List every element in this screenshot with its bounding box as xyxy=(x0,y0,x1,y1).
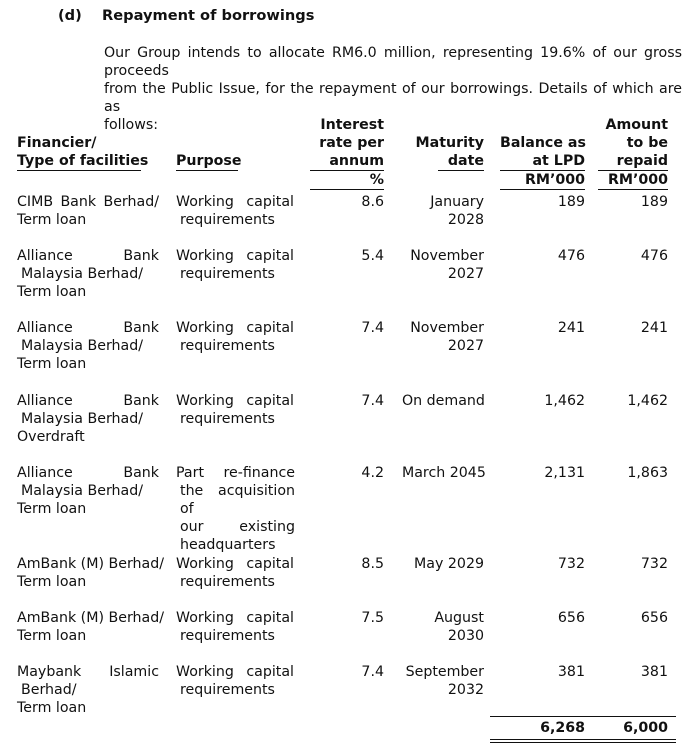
intro-line: from the Public Issue, for the repayment of our borrowings. Details of which are as xyxy=(104,81,682,115)
section-title: Repayment of borrowings xyxy=(102,7,315,24)
balance-unit: RM’000 xyxy=(500,171,585,190)
table-row-purpose: Working capital requirements xyxy=(176,320,294,354)
section-heading xyxy=(58,7,314,24)
table-row-maturity: November 2027 xyxy=(410,248,484,282)
table-row-balance: 189 xyxy=(557,194,585,210)
intro-line: follows: xyxy=(104,117,159,133)
table-row-rate: 7.4 xyxy=(361,664,384,680)
table-row-purpose: Part re-finance the acquisition of our existing headquarters xyxy=(176,465,295,553)
table-row-balance: 1,462 xyxy=(544,393,585,409)
amount-unit: RM’000 xyxy=(598,171,668,190)
header-purpose: Purpose xyxy=(176,153,242,169)
total-balance: 6,268 xyxy=(540,720,585,736)
header-amount: Amount to be repaid RM’000 xyxy=(598,116,668,190)
table-row-purpose: Working capital requirements xyxy=(176,610,294,644)
table-row-rate: 7.4 xyxy=(361,320,384,336)
intro-paragraph xyxy=(104,44,682,134)
table-row-balance: 656 xyxy=(557,610,585,626)
table-row-rate: 7.4 xyxy=(361,393,384,409)
header-maturity: Maturity date xyxy=(415,135,484,169)
table-row-maturity: November 2027 xyxy=(410,320,484,354)
table-row-balance: 381 xyxy=(557,664,585,680)
table-row-financier: Alliance Bank Malaysia Berhad/ Term loan xyxy=(17,465,159,517)
total-amount: 6,000 xyxy=(623,720,668,736)
table-row-financier: Maybank Islamic Berhad/ Term loan xyxy=(17,664,159,716)
total-top-rule xyxy=(490,716,676,717)
table-row-financier: Alliance Bank Malaysia Berhad/ Term loan xyxy=(17,248,159,300)
table-row-purpose: Working capital requirements xyxy=(176,664,294,698)
table-row-amount: 1,863 xyxy=(627,465,668,481)
table-row-maturity: August 2030 xyxy=(434,610,484,644)
total-double-rule-1 xyxy=(490,739,676,740)
table-row-amount: 241 xyxy=(640,320,668,336)
intro-line: Our Group intends to allocate RM6.0 million, representing 19.6% of our gross proceeds xyxy=(104,45,682,79)
table-row-amount: 381 xyxy=(640,664,668,680)
table-row-financier: AmBank (M) Berhad/ Term loan xyxy=(17,610,165,644)
table-row-amount: 189 xyxy=(640,194,668,210)
table-row-financier: Alliance Bank Malaysia Berhad/ Term loan xyxy=(17,320,159,372)
table-row-purpose: Working capital requirements xyxy=(176,194,294,228)
table-row-maturity: On demand xyxy=(402,393,485,409)
table-row-purpose: Working capital requirements xyxy=(176,393,294,427)
table-row-maturity: September 2032 xyxy=(405,664,484,698)
table-row-amount: 656 xyxy=(640,610,668,626)
section-letter: (d) xyxy=(58,7,82,24)
table-row-balance: 732 xyxy=(557,556,585,572)
header-interest: Interest rate per annum % xyxy=(310,116,384,190)
interest-unit: % xyxy=(310,171,384,190)
table-row-maturity: March 2045 xyxy=(402,465,486,481)
table-row-financier: CIMB Bank Berhad/ Term loan xyxy=(17,194,159,228)
table-row-balance: 2,131 xyxy=(544,465,585,481)
table-row-balance: 476 xyxy=(557,248,585,264)
table-row-purpose: Working capital requirements xyxy=(176,556,294,590)
table-row-rate: 4.2 xyxy=(361,465,384,481)
total-double-rule-2 xyxy=(490,742,676,743)
table-row-amount: 732 xyxy=(640,556,668,572)
table-row-balance: 241 xyxy=(557,320,585,336)
table-row-rate: 5.4 xyxy=(361,248,384,264)
table-row-rate: 8.6 xyxy=(361,194,384,210)
table-row-rate: 7.5 xyxy=(361,610,384,626)
table-row-amount: 1,462 xyxy=(627,393,668,409)
table-row-maturity: January 2028 xyxy=(430,194,484,228)
table-row-amount: 476 xyxy=(640,248,668,264)
table-row-maturity: May 2029 xyxy=(414,556,484,572)
table-row-rate: 8.5 xyxy=(361,556,384,572)
table-row-financier: Alliance Bank Malaysia Berhad/ Overdraft xyxy=(17,393,159,445)
header-financier: Financier/ Type of facilities xyxy=(17,135,149,169)
table-row-financier: AmBank (M) Berhad/ Term loan xyxy=(17,556,165,590)
table-row-purpose: Working capital requirements xyxy=(176,248,294,282)
header-balance: Balance as at LPD RM’000 xyxy=(500,135,586,188)
